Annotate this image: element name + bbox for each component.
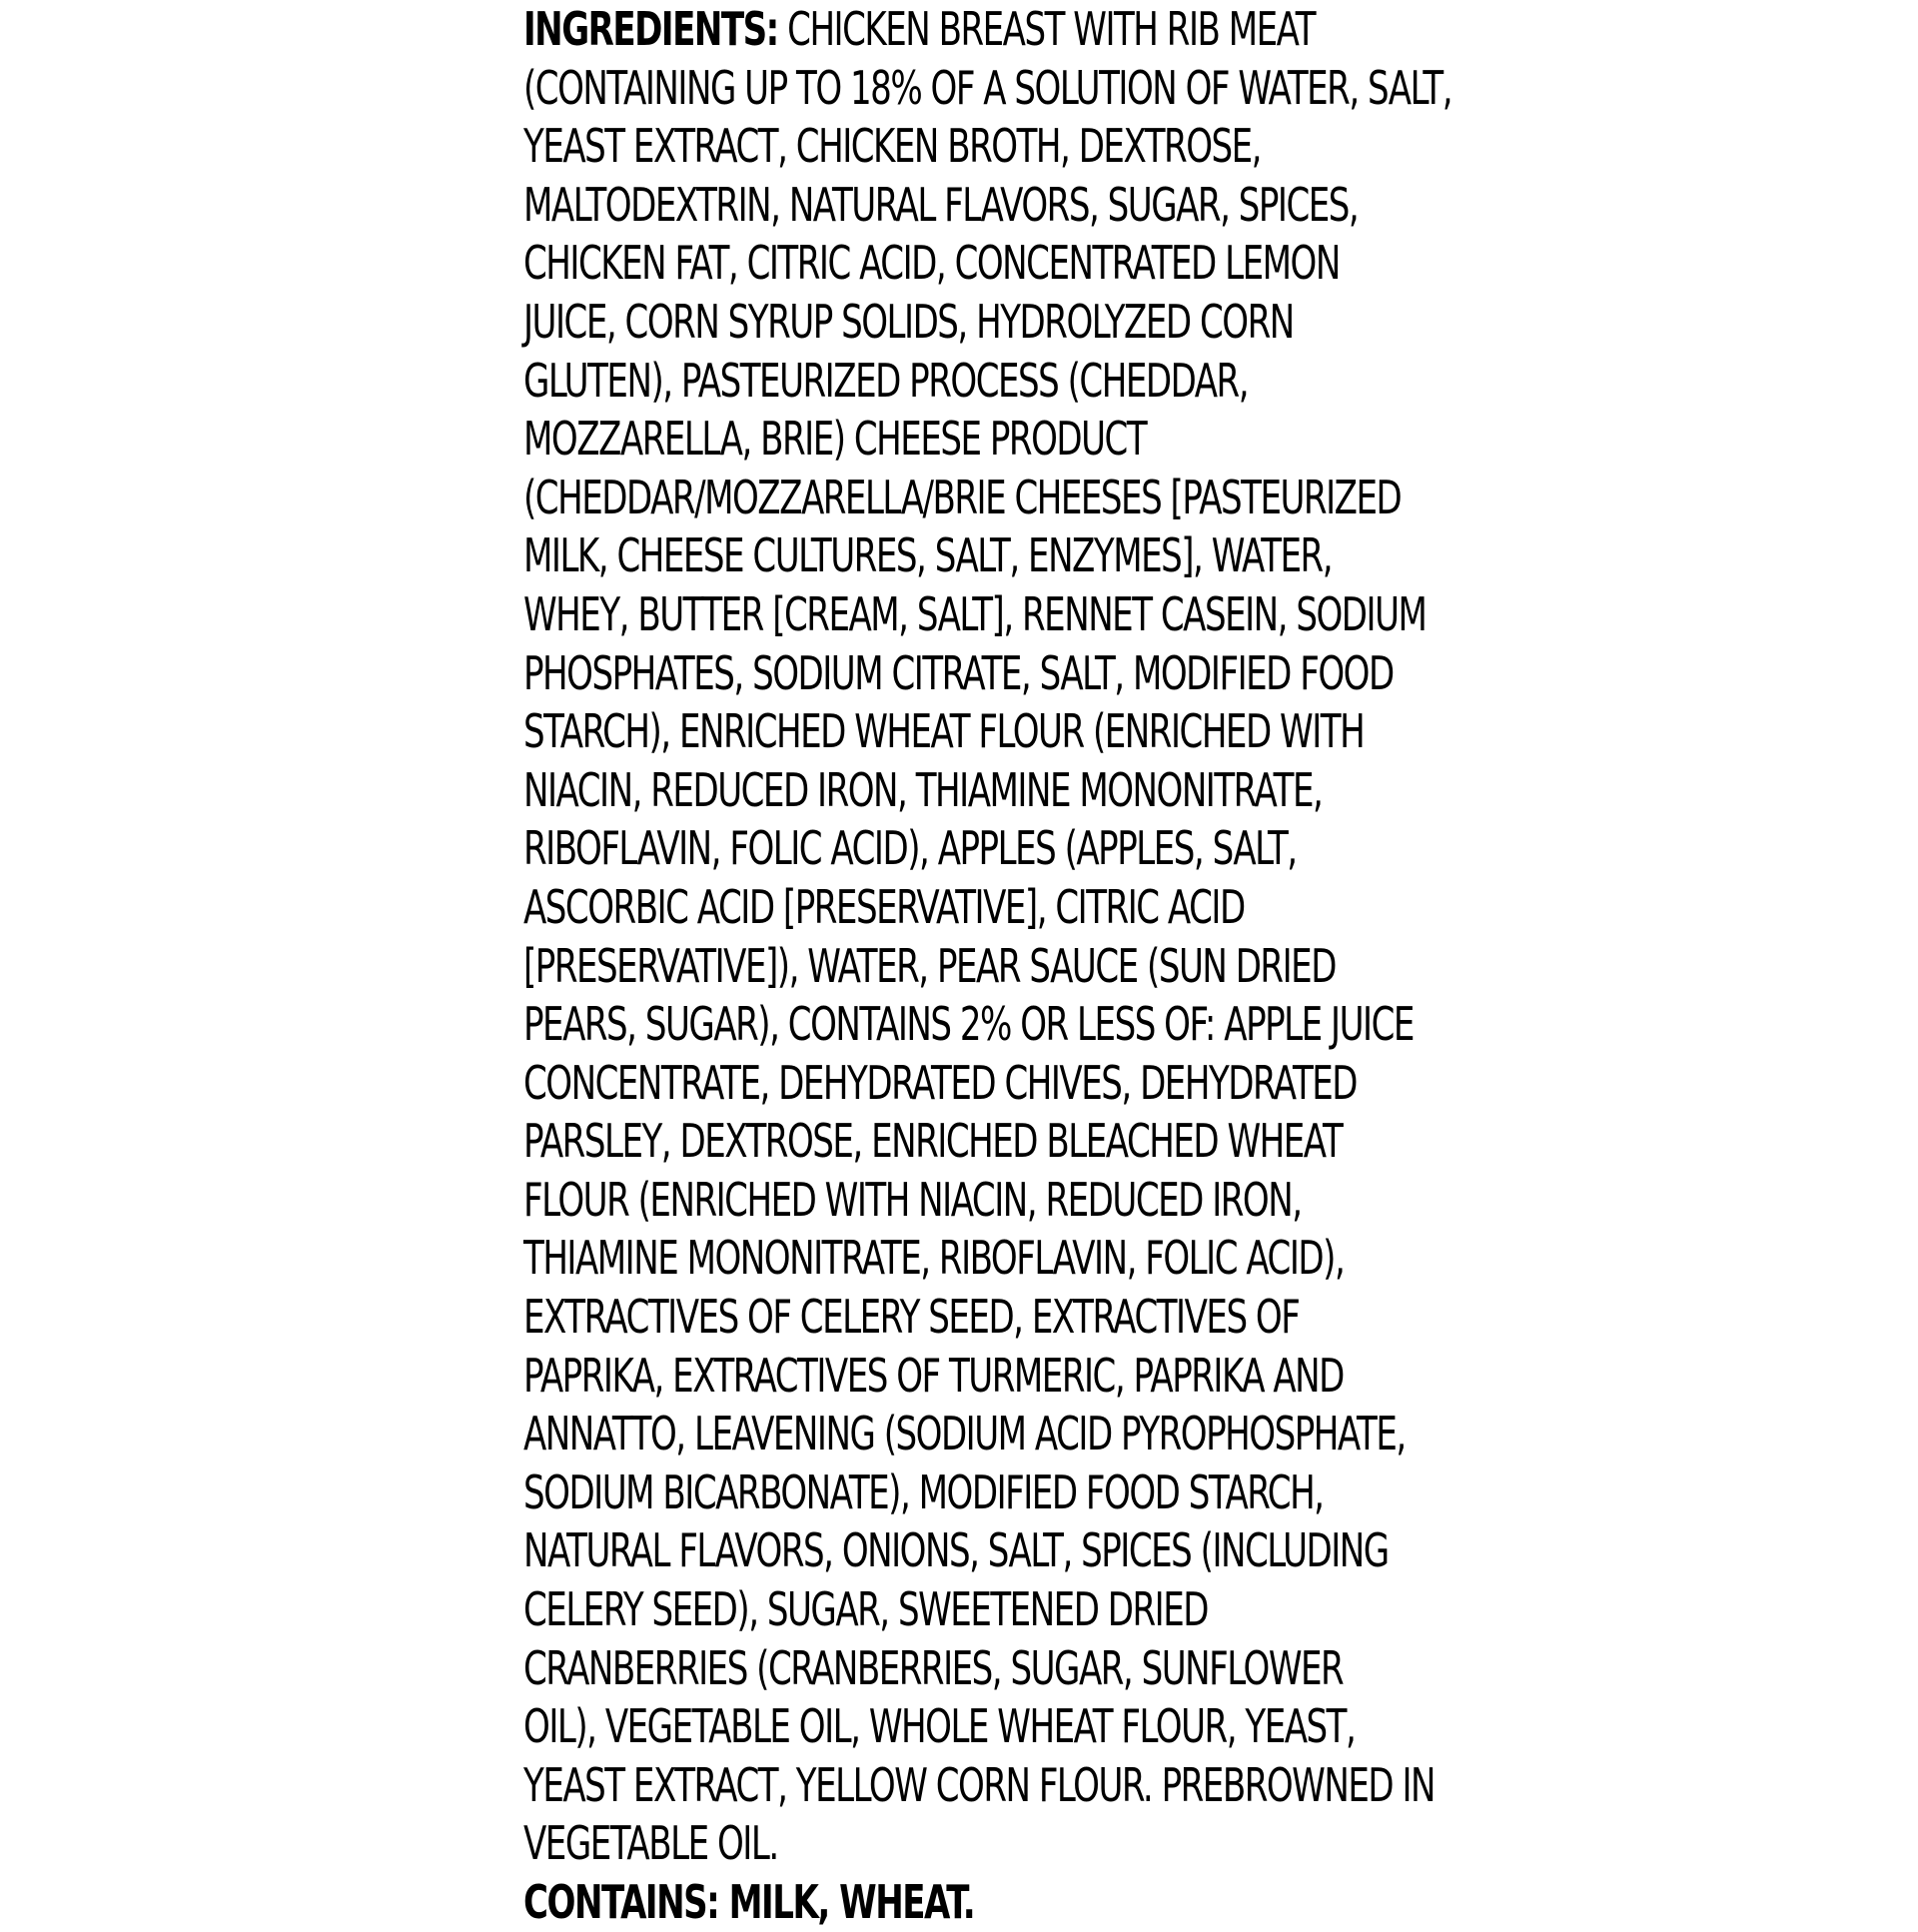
ingredients-heading: INGREDIENTS: xyxy=(523,2,778,56)
ingredients-line: SODIUM BICARBONATE), MODIFIED FOOD STARCH, xyxy=(523,1464,1324,1519)
ingredients-line: FLOUR (ENRICHED WITH NIACIN, REDUCED IRON, xyxy=(523,1172,1302,1227)
ingredients-line: [PRESERVATIVE]), WATER, PEAR SAUCE (SUN DRIED xyxy=(523,938,1336,993)
ingredients-line: (CHEDDAR/MOZZARELLA/BRIE CHEESES [PASTEURIZED xyxy=(523,470,1402,524)
contains-statement: CONTAINS: MILK, WHEAT. xyxy=(523,1875,975,1929)
ingredients-line: CHICKEN FAT, CITRIC ACID, CONCENTRATED LEMON xyxy=(523,236,1340,291)
ingredients-line: EXTRACTIVES OF CELERY SEED, EXTRACTIVES OF xyxy=(523,1290,1300,1345)
ingredients-line: PEARS, SUGAR), CONTAINS 2% OR LESS OF: APPLE JUICE xyxy=(523,997,1414,1052)
ingredients-line: THIAMINE MONONITRATE, RIBOFLAVIN, FOLIC ACID), xyxy=(523,1231,1345,1286)
ingredients-line: YEAST EXTRACT, CHICKEN BROTH, DEXTROSE, xyxy=(523,119,1261,174)
ingredients-line: YEAST EXTRACT, YELLOW CORN FLOUR. PREBROWNED IN xyxy=(523,1757,1435,1812)
ingredients-line: RIBOFLAVIN, FOLIC ACID), APPLES (APPLES, SALT, xyxy=(523,821,1297,876)
ingredients-line: WHEY, BUTTER [CREAM, SALT], RENNET CASEIN, SODIUM xyxy=(523,586,1427,641)
ingredients-line: PAPRIKA, EXTRACTIVES OF TURMERIC, PAPRIKA AND xyxy=(523,1348,1344,1403)
ingredients-line: NIACIN, REDUCED IRON, THIAMINE MONONITRATE, xyxy=(523,762,1323,817)
ingredients-line: (CONTAINING UP TO 18% OF A SOLUTION OF WATER, SALT, xyxy=(523,60,1452,115)
ingredients-line: CRANBERRIES (CRANBERRIES, SUGAR, SUNFLOWER xyxy=(523,1640,1344,1695)
ingredients-line: MALTODEXTRIN, NATURAL FLAVORS, SUGAR, SPICES, xyxy=(523,177,1359,232)
ingredients-line: CELERY SEED), SUGAR, SWEETENED DRIED xyxy=(523,1582,1208,1637)
ingredients-line: JUICE, CORN SYRUP SOLIDS, HYDROLYZED CORN xyxy=(523,294,1294,349)
ingredients-line: PHOSPHATES, SODIUM CITRATE, SALT, MODIFIED FOOD xyxy=(523,645,1394,700)
ingredients-line: VEGETABLE OIL. xyxy=(523,1816,778,1871)
ingredients-line: ANNATTO, LEAVENING (SODIUM ACID PYROPHOSPHATE, xyxy=(523,1407,1406,1461)
ingredients-line: OIL), VEGETABLE OIL, WHOLE WHEAT FLOUR, YEAST, xyxy=(523,1699,1356,1754)
ingredients-line: MILK, CHEESE CULTURES, SALT, ENZYMES], WATER, xyxy=(523,528,1333,583)
ingredients-line-1 xyxy=(523,0,1316,59)
ingredients-line: ASCORBIC ACID [PRESERVATIVE], CITRIC ACID xyxy=(523,879,1245,934)
ingredients-line: NATURAL FLAVORS, ONIONS, SALT, SPICES (INCLUDING xyxy=(523,1523,1389,1578)
ingredients-text: CHICKEN BREAST WITH RIB MEAT xyxy=(787,2,1316,56)
ingredients-line: GLUTEN), PASTEURIZED PROCESS (CHEDDAR, xyxy=(523,353,1249,408)
ingredients-line: MOZZARELLA, BRIE) CHEESE PRODUCT xyxy=(523,412,1147,467)
ingredients-line: CONCENTRATE, DEHYDRATED CHIVES, DEHYDRATED xyxy=(523,1055,1358,1110)
ingredients-label xyxy=(523,0,1452,1929)
ingredients-line: PARSLEY, DEXTROSE, ENRICHED BLEACHED WHEAT xyxy=(523,1114,1343,1169)
ingredients-line: STARCH), ENRICHED WHEAT FLOUR (ENRICHED WITH xyxy=(523,704,1365,759)
